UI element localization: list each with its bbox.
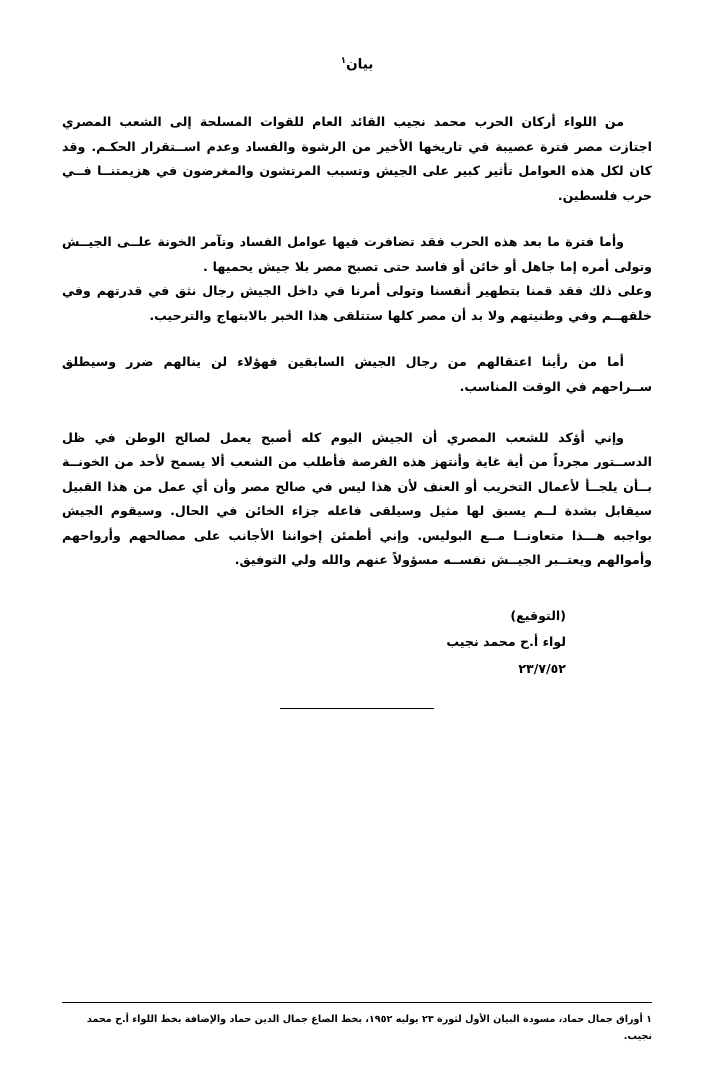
paragraph-2: وأما فترة ما بعد هذه الحرب فقد تضافرت فيها عوامل الفساد وتآمر الخونة علــى الجيــش وتولى أمره إما جاهل أو خائن أو فاسد حتى تصبح مصر بلا جيش يحميها . <box>62 234 652 274</box>
title-footnote-marker: ١ <box>340 56 347 66</box>
paragraph-spacer <box>62 328 652 350</box>
paragraph-3: وعلى ذلك فقد قمنا بتطهير أنفسنا وتولى أمرنا في داخل الجيش رجال نثق في قدرتهم وفي خلقهــم وفي وطنيتهم ولا بد أن مصر كلها ستتلقى هذا الخبر بالابتهاج والترحيب. <box>62 283 652 323</box>
paragraph-spacer <box>62 208 652 230</box>
paragraph-5: وإني أؤكد للشعب المصري أن الجيش اليوم كله أصبح يعمل لصالح الوطن في ظل الدســتور مجرداً من أية غاية وأنتهز هذه الفرصة فأطلب من الشعب ألا يسمح لأحد من الخونــة بــأن يلجــأ لأعمال التخريب أو العنف لأن هذا ليس في صالح مصر وأن أي عمل من هذا القبيل سيقابل بشدة لــم يسبق لها مثيل وسيلقى فاعله جزاء الخائن في الحال. وسيقوم الجيش بواجبه هـــذا متعاونــا مــع البوليس. وإني أطمئن إخواننا الأجانب على مصالحهم وأرواحهم وأموالهم ويعتــبر الجيــش نفســه مسؤولاً عنهم والله ولي التوفيق. <box>62 429 652 568</box>
signature-name: لواء أ.ح محمد نجيب <box>446 634 566 650</box>
page-title <box>62 54 652 76</box>
footnote-divider <box>62 1002 652 1003</box>
signature-block <box>62 603 652 682</box>
page-title-text: بيان <box>346 56 374 73</box>
paragraph-4: أما من رأينا اعتقالهم من رجال الجيش السابقين فهؤلاء لن ينالهم ضرر وسيطلق ســراحهم في الوقت المناسب. <box>62 354 652 395</box>
footnote-area <box>62 1002 652 1045</box>
paragraph-spacer <box>62 400 652 426</box>
document-body <box>62 110 652 573</box>
footnote-text: ١ أوراق جمال حماد، مسودة البيان الأول لثورة ٢٣ يوليه ١٩٥٢، بخط الصاغ جمال الدين حماد والإضافة بخط اللواء أ.ح محمد نجيب. <box>86 1014 652 1042</box>
paragraph-1: من اللواء أركان الحرب محمد نجيب القائد العام للقوات المسلحة إلى الشعب المصري اجتازت مصر فترة عصيبة في تاريخها الأخير من الرشوة والفساد وعدم اســتقرار الحكـم. وقد كان لكل هذه العوامل تأثير كبير على الجيش وتسبب المرتشون والمغرضون في هزيمتنــا فــي حرب فلسطين. <box>62 114 652 203</box>
horizontal-divider <box>280 708 434 709</box>
signature-date: ٢٣/٧/٥٢ <box>518 660 566 676</box>
signature-label: (التوقيع) <box>510 607 566 623</box>
